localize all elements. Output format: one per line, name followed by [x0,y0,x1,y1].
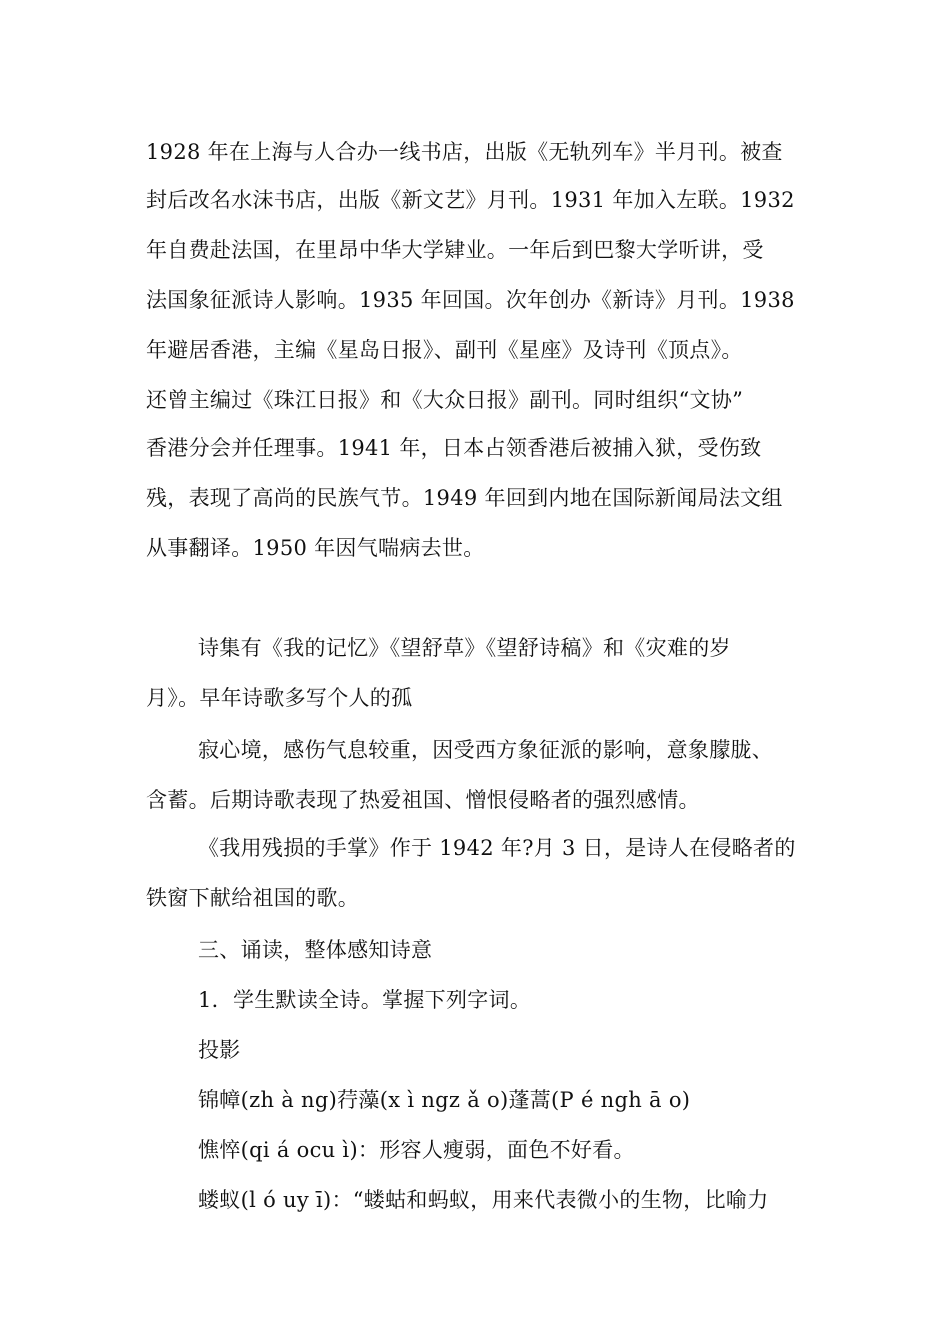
vocab-line-3: 蝼蚁(l ó uy ī)：“蝼蛄和蚂蚁，用来代表微小的生物，比喻力 [198,1188,769,1212]
bio-line-3: 年自费赴法国，在里昂中华大学肄业。一年后到巴黎大学听讲，受 [146,238,764,262]
bio-line-9: 从事翻译。1950 年因气喘病去世。 [146,536,485,560]
bio-line-8: 残，表现了高尚的民族气节。1949 年回到内地在国际新闻局法文组 [146,486,783,510]
bio-line-2: 封后改名水沫书店，出版《新文艺》月刊。1931 年加入左联。1932 [146,188,795,212]
bio-line-1: 1928 年在上海与人合办一线书店，出版《无轨列车》半月刊。被查 [146,140,783,164]
works-line-1: 诗集有《我的记忆》《望舒草》《望舒诗稿》和《灾难的岁 [198,636,731,660]
poem-line-2: 铁窗下献给祖国的歌。 [146,886,359,910]
vocab-line-2: 憔悴(qi á ocu ì)：形容人瘦弱，面色不好看。 [198,1138,635,1162]
works-line-2: 月》。早年诗歌多写个人的孤 [146,686,413,710]
projection-label: 投影 [198,1038,241,1062]
bio-line-5: 年避居香港，主编《星岛日报》、副刊《星座》及诗刊《顶点》。 [146,338,743,362]
style-line-1: 寂心境，感伤气息较重，因受西方象征派的影响，意象朦胧、 [198,738,774,762]
bio-line-4: 法国象征派诗人影响。1935 年回国。次年创办《新诗》月刊。1938 [146,288,795,312]
step-one: 1．学生默读全诗。掌握下列字词。 [198,988,532,1012]
poem-line-1: 《我用残损的手掌》作于 1942 年?月 3 日，是诗人在侵略者的 [198,836,796,860]
bio-line-7: 香港分会并任理事。1941 年，日本占领香港后被捕入狱，受伤致 [146,436,762,460]
style-line-2: 含蓄。后期诗歌表现了热爱祖国、憎恨侵略者的强烈感情。 [146,788,700,812]
section-heading: 三、诵读，整体感知诗意 [198,938,433,962]
vocab-line-1: 锦幛(zh à ng)荇藻(x ì ngz ǎ o)蓬蒿(P é ngh ā o) [198,1088,691,1112]
bio-line-6: 还曾主编过《珠江日报》和《大众日报》副刊。同时组织“文协” [146,388,744,412]
